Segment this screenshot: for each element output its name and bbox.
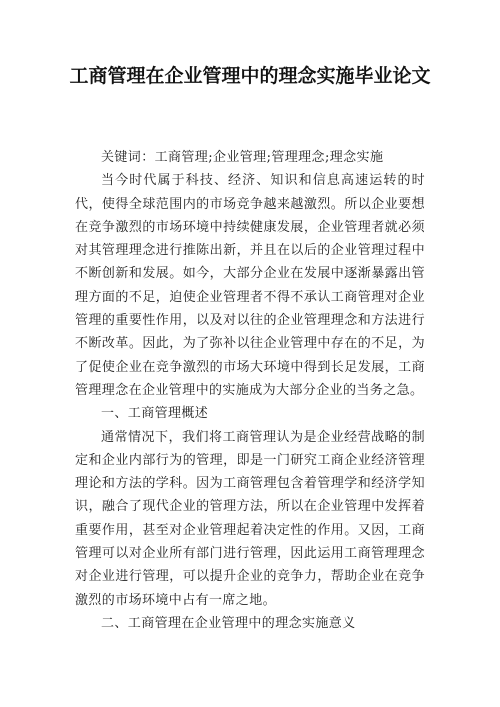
section-1-paragraph: 通常情况下，我们将工商管理认为是企业经营战略的制定和企业内部行为的管理，即是一门研究工商企业经济管理理论和方法的学科。因为工商管理包含着管理学和经济学知识，融合了现代企业的管理方法，所以在企业管理中发挥着重要作用，甚至对企业管理起着决定性的作用。又因，工商管理可以对企业所有部门进行管理，因此运用工商管理理念对企业进行管理，可以提升企业的竞争力，帮助企业在竞争激烈的市场环境中占有一席之地。: [75, 429, 425, 608]
intro-paragraph: 当今时代属于科技、经济、知识和信息高速运转的时代，使得全球范围内的市场竞争越来越激烈。所以企业要想在竞争激烈的市场环境中持续健康发展，企业管理者就必须对其管理理念进行推陈出新，并且在以后的企业管理过程中不断创新和发展。如今，大部分企业在发展中逐渐暴露出管理方面的不足，迫使企业管理者不得不承认工商管理对企业管理的重要性作用，以及对以往的企业管理理念和方法进行不断改革。因此，为了弥补以往企业管理中存在的不足，为了促使企业在竞争激烈的市场大环境中得到长足发展，工商管理理念在企业管理中的实施成为大部分企业的当务之急。: [75, 173, 425, 398]
document-title: 工商管理在企业管理中的理念实施毕业论文: [69, 65, 431, 87]
section-1-heading: 一、工商管理概述: [101, 406, 209, 422]
document-body: [75, 146, 425, 635]
section-2-heading: 二、工商管理在企业管理中的理念实施意义: [101, 615, 356, 631]
keywords-line: 关键词：工商管理;企业管理;管理理念;理念实施: [101, 150, 384, 165]
